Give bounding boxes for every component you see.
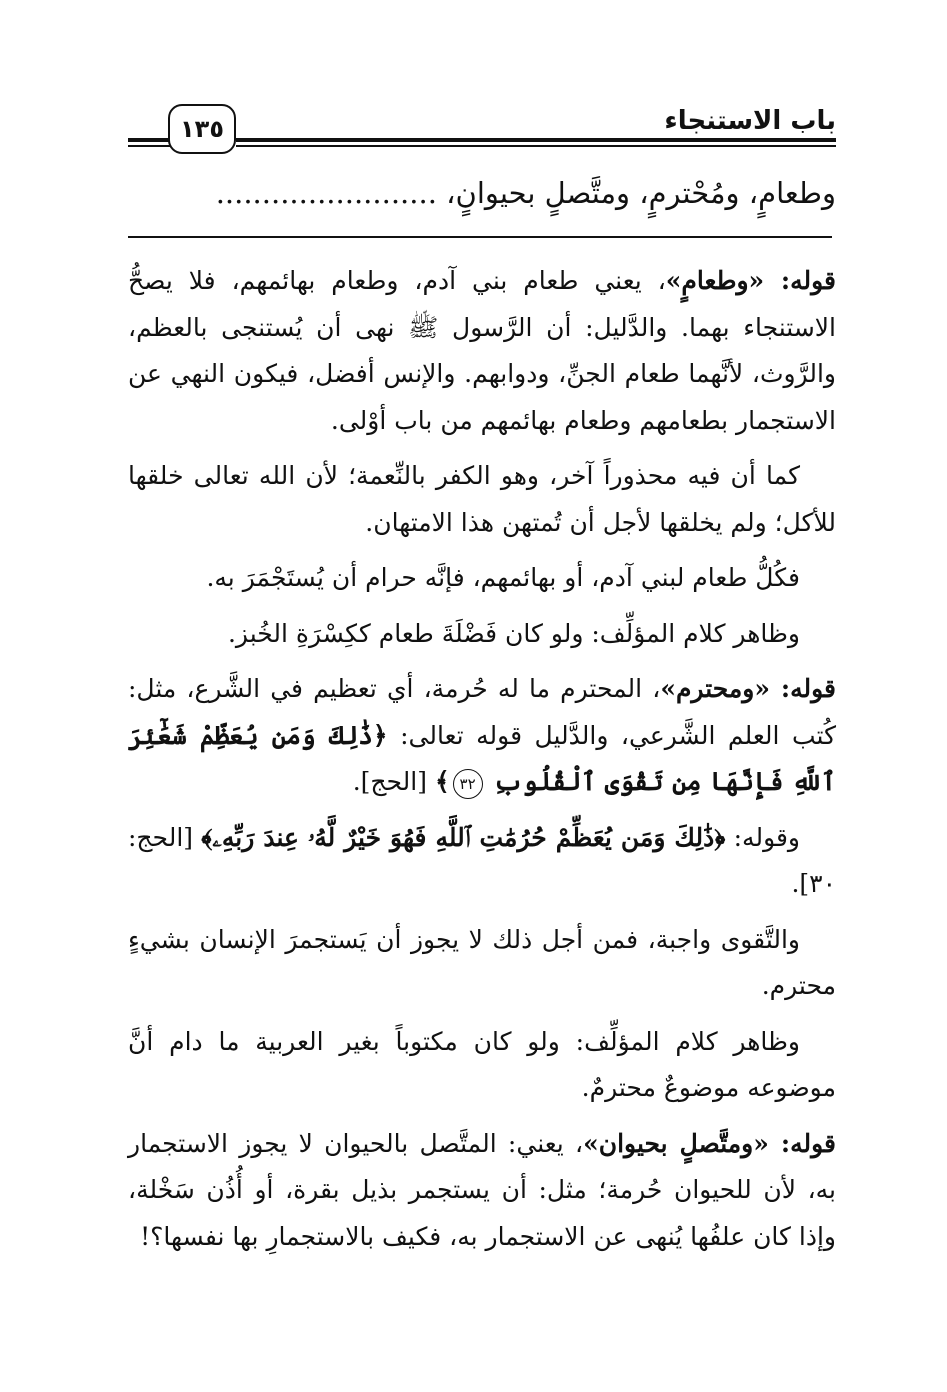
quran-close-bracket: ﴾ bbox=[434, 767, 450, 796]
matn-dots: ........................ bbox=[215, 176, 437, 210]
paragraph: وظاهر كلام المؤلِّف: ولو كان مكتوباً بغير العربية ما دام أنَّ موضوعه موضوعٌ محترمٌ. bbox=[128, 1026, 836, 1102]
paragraph-text: ، يعني طعام بني آدم، وطعام بهائمهم، فلا يصحُّ الاستنجاء بهما. والدَّليل: أن الرَّسول ﷺ نهى أن يُستنجى بالعظم، والرَّوث، لأنَّهما طعام الجنِّ، ودوابهم. والإنس أفضل، فيكون النهي عن الاستجمار بطعامهم وطعام بهائمهم من باب أوْلى. bbox=[128, 266, 836, 435]
ayah-number-marker: ٣٢ bbox=[453, 769, 483, 799]
paragraph-text: ، المحترم ما له حُرمة، أي تعظيم في الشَّرع، مثل: كُتب العلم الشَّرعي، والدَّليل قوله تعالى: bbox=[128, 674, 836, 750]
header-rule-left-thin bbox=[128, 145, 170, 147]
paragraph bbox=[128, 815, 836, 908]
paragraph: والتَّقوى واجبة، فمن أجل ذلك لا يجوز أن يَستجمرَ الإنسان بشيءٍ محترم. bbox=[128, 924, 836, 1000]
header-rule-left bbox=[128, 138, 170, 142]
surah-reference: [الحج: ٣٠]. bbox=[128, 822, 836, 898]
paragraph bbox=[128, 666, 836, 806]
surah-reference: [الحج]. bbox=[352, 767, 427, 796]
matn-line bbox=[128, 170, 836, 216]
quran-open-bracket: ﴿ bbox=[372, 720, 388, 750]
header-rule-right-thin bbox=[236, 145, 836, 147]
paragraph bbox=[128, 258, 836, 444]
paragraph: فكُلُّ طعام لبني آدم، أو بهائمهم، فإنَّه حرام أن يُستَجْمَرَ به. bbox=[206, 563, 800, 592]
quran-verse: ذَٰلِكَ وَمَن يُعَظِّمْ شَعَٰٓئِرَ ٱللَّهِ فَإِنَّهَا مِن تَقْوَى ٱلْقُلُوبِ bbox=[128, 720, 836, 796]
page-number: ١٣٥ bbox=[168, 104, 236, 154]
matn-divider bbox=[128, 236, 832, 238]
paragraph: كما أن فيه محذوراً آخر، وهو الكفر بالنِّعمة؛ لأن الله تعالى خلقها للأكل؛ ولم يخلقها لأجل أن تُمتهن هذا الامتهان. bbox=[128, 461, 836, 537]
quran-open-bracket: ﴿ bbox=[714, 822, 726, 852]
commentary-body bbox=[128, 258, 836, 1269]
matn-text: وطعامٍ، ومُحْترمٍ، ومتَّصلٍ بحيوانٍ، bbox=[446, 176, 836, 210]
paragraph-lead: قوله: «وطعامٍ» bbox=[665, 266, 837, 295]
paragraph: وظاهر كلام المؤلِّف: ولو كان فَضْلَةَ طعام ككِسْرَةِ الخُبز. bbox=[227, 618, 800, 648]
quran-verse: ذَٰلِكَ وَمَن يُعَظِّمْ حُرُمَٰتِ ٱللَّهِ فَهُوَ خَيْرٌ لَّهُۥ عِندَ رَبِّهِۦ bbox=[212, 822, 715, 852]
paragraph-lead: قوله: «ومحترم» bbox=[660, 674, 836, 703]
chapter-title: باب الاستنجاء bbox=[664, 106, 836, 136]
paragraph-text: ، يعني: المتَّصل بالحيوان لا يجوز الاستجمار به، لأن للحيوان حُرمة؛ مثل: أن يستجمر بذيل بقرة، أو أُذُن سَخْلة، وإذا كان علفُها يُنهى عن الاستجمار به، فكيف بالاستجمارِ بها نفسها؟! bbox=[128, 1128, 836, 1251]
paragraph-lead: قوله: «ومتَّصلٍ بحيوان» bbox=[583, 1128, 836, 1158]
page-header bbox=[128, 100, 836, 160]
header-rule-right bbox=[236, 138, 836, 142]
paragraph bbox=[128, 1121, 836, 1261]
quran-close-bracket: ﴾ bbox=[201, 822, 213, 852]
paragraph-text: وقوله: bbox=[733, 822, 801, 852]
